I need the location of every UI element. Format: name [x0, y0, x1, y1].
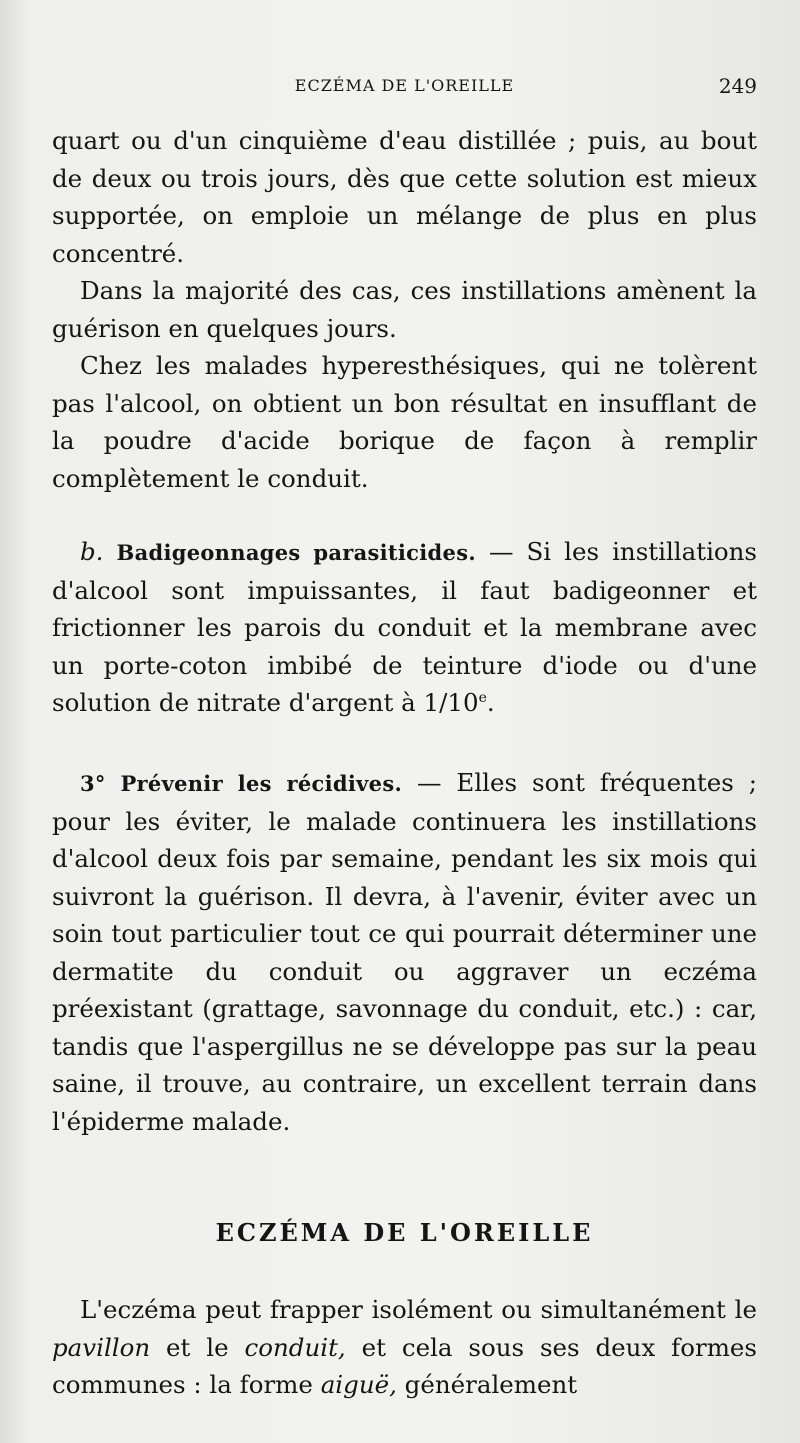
- body-text-upper: [52, 122, 757, 497]
- paragraph-4-text: — Si les instillations d'alcool sont impuissantes, il faut badigeonner et frictionner les parois du conduit et la membrane avec un porte-coton imbibé de teinture d'iode ou d'une solution de nitrate d'argent à 1/10: [52, 537, 758, 717]
- running-title: ECZÉMA DE L'OREILLE: [294, 76, 515, 95]
- paragraph-4: [52, 533, 757, 722]
- section-heading-wrap: [52, 1214, 757, 1252]
- page-number: 249: [718, 74, 757, 98]
- paragraph-6-d: généralement: [396, 1370, 578, 1399]
- rubric-badigeonnages: Badigeonnages parasiticides.: [116, 540, 476, 565]
- paragraph-6-c: et cela sous ses deux formes communes : la forme: [52, 1332, 758, 1399]
- paragraph-4-end: .: [486, 688, 495, 717]
- paragraph-2: Dans la majorité des cas, ces instillations amènent la guérison en quelques jours.: [52, 276, 757, 343]
- body-text-middle: [52, 533, 757, 722]
- paragraph-5: [52, 764, 757, 1140]
- superscript: e: [478, 689, 487, 706]
- body-text-bottom: [52, 1291, 757, 1404]
- term-aigue: aiguë,: [320, 1370, 397, 1399]
- running-head: [52, 72, 757, 102]
- item-mark: b.: [80, 537, 104, 566]
- term-pavillon: pavillon: [52, 1332, 151, 1362]
- paragraph-6-a: L'eczéma peut frapper isolément ou simultanément le: [80, 1295, 757, 1324]
- paragraph-6: [52, 1291, 757, 1404]
- body-text-lower: [52, 764, 757, 1140]
- paragraph-1: quart ou d'un cinquième d'eau distillée ; puis, au bout de deux ou trois jours, dès que cette solution est mieux supportée, on emploie un mélange de plus en plus concentré.: [52, 126, 757, 268]
- rubric-prevenir: 3° Prévenir les récidives.: [80, 771, 403, 796]
- section-heading: ECZÉMA DE L'OREILLE: [215, 1218, 594, 1247]
- paragraph-5-text: — Elles sont fréquentes ; pour les éviter, le malade continuera les instillations d'alcool deux fois par semaine, pendant les six mois qui suivront la guérison. Il devra, à l'avenir, éviter avec un soin tout particulier tout ce qui pourrait déterminer une dermatite du conduit ou aggraver un eczéma préexistant (grattage, savonnage du conduit, etc.) : car, tandis que l'aspergillus ne se développe pas sur la peau saine, il trouve, au contraire, un excellent terrain dans l'épiderme malade.: [52, 768, 757, 1136]
- term-conduit: conduit,: [244, 1332, 346, 1362]
- paragraph-3: Chez les malades hyperesthésiques, qui ne tolèrent pas l'alcool, on obtient un bon résultat en insufflant de la poudre d'acide borique de façon à remplir complètement le conduit.: [52, 351, 757, 493]
- paragraph-6-b: et le: [150, 1332, 245, 1362]
